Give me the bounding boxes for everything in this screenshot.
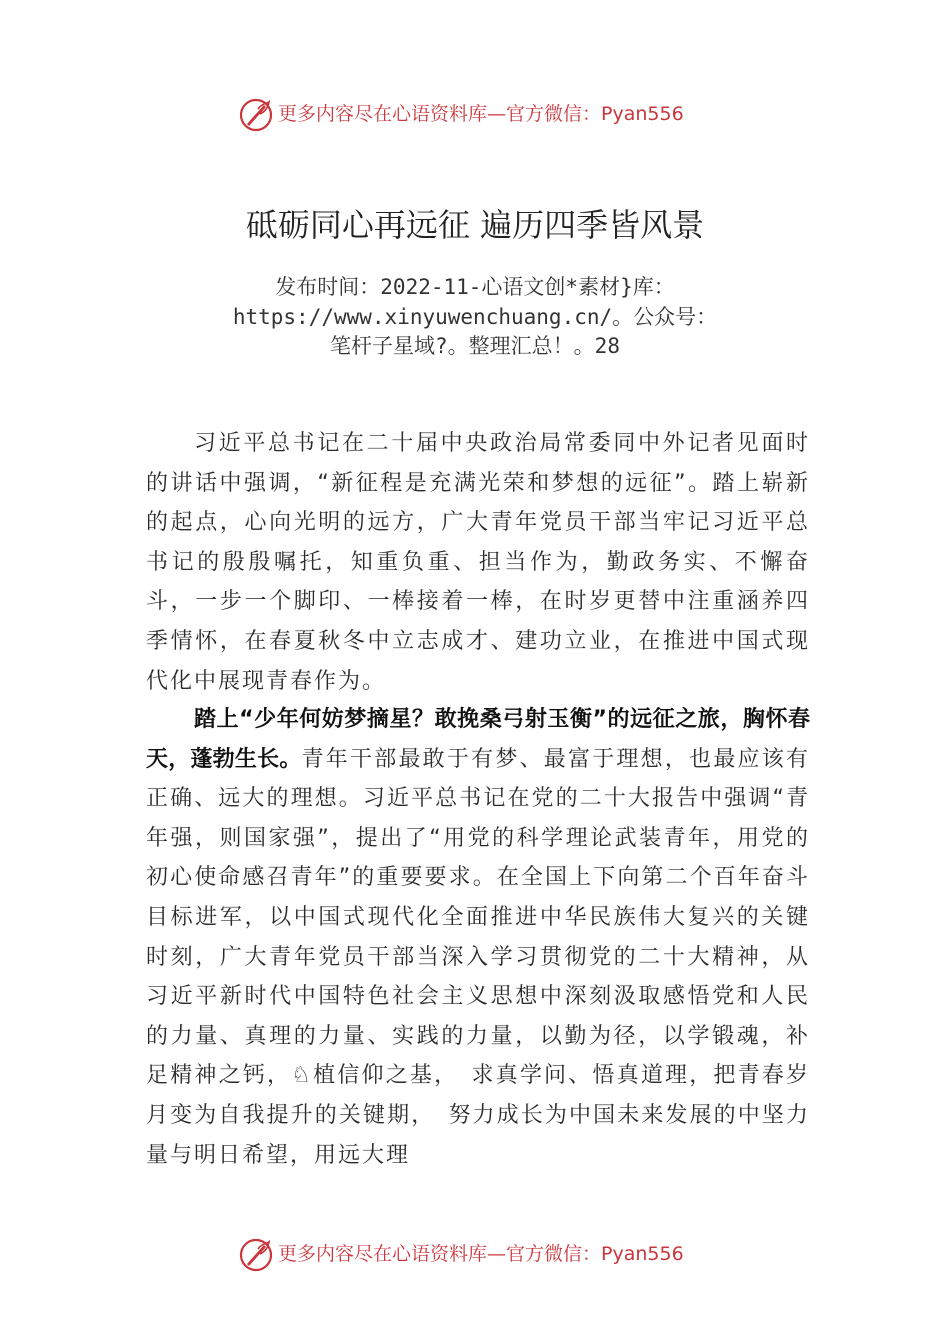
footer-banner (0, 1235, 950, 1275)
banner-text: 更多内容尽在心语资料库—官方微信：Pyan556 (278, 1243, 684, 1265)
quill-logo-icon (238, 1237, 274, 1273)
meta-line-3: 笔杆子星域?。整理汇总！。28 (330, 334, 620, 358)
paragraph-2-body: 青年干部最敢于有梦、最富于理想，也最应该有正确、远大的理想。习近平总书记在党的二十大报告中强调“青年强，则国家强”，提出了“用党的科学理论武装青年，用党的初心使命感召青年”的重要要求。在全国上下向第二个百年奋斗目标进军，以中国式现代化全面推进中华民族伟大复兴的关键时刻，广大青年党员干部当深入学习贯彻党的二十大精神，从习近平新时代中国特色社会主义思想中深刻汲取感悟党和人民的力量、真理的力量、实践的力量，以勤为径，以学锻魂，补足精神之钙，♘植信仰之基， 求真学问、悟真道理，把青春岁月变为自我提升的关键期， 努力成长为中国未来发展的中坚力量与明日希望，用远大理 (146, 746, 810, 1168)
paragraph-1: 习近平总书记在二十届中央政治局常委同中外记者见面时的讲话中强调，“新征程是充满光荣和梦想的远征”。踏上崭新的起点，心向光明的远方，广大青年党员干部当牢记习近平总书记的殷殷嘱托，知重负重、担当作为，勤政务实、不懈奋斗，一步一个脚印、一棒接着一棒，在时岁更替中注重涵养四季情怀，在春夏秋冬中立志成才、建功立业，在推进中国式现代化中展现青春作为。 (146, 431, 811, 694)
header-banner (0, 95, 950, 135)
paragraph-2-lead: 踏上“少年何妨梦摘星？敢挽桑弓射玉衡”的远征之旅，胸怀春天，蓬勃生长。 (146, 707, 810, 772)
banner-text: 更多内容尽在心语资料库—官方微信：Pyan556 (278, 103, 684, 125)
paragraph-2 (146, 700, 810, 1175)
article-title: 砥砺同心再远征 遍历四季皆风景 (245, 206, 705, 244)
wechat-id: Pyan556 (601, 103, 684, 125)
meta-line-1: 发布时间：2022-11-心语文创*素材}库： (275, 275, 675, 299)
meta-line-2: https://www.xinyuwenchuang.cn/。公众号： (232, 305, 718, 329)
wechat-id: Pyan556 (601, 1243, 684, 1265)
quill-logo-icon (238, 97, 274, 133)
